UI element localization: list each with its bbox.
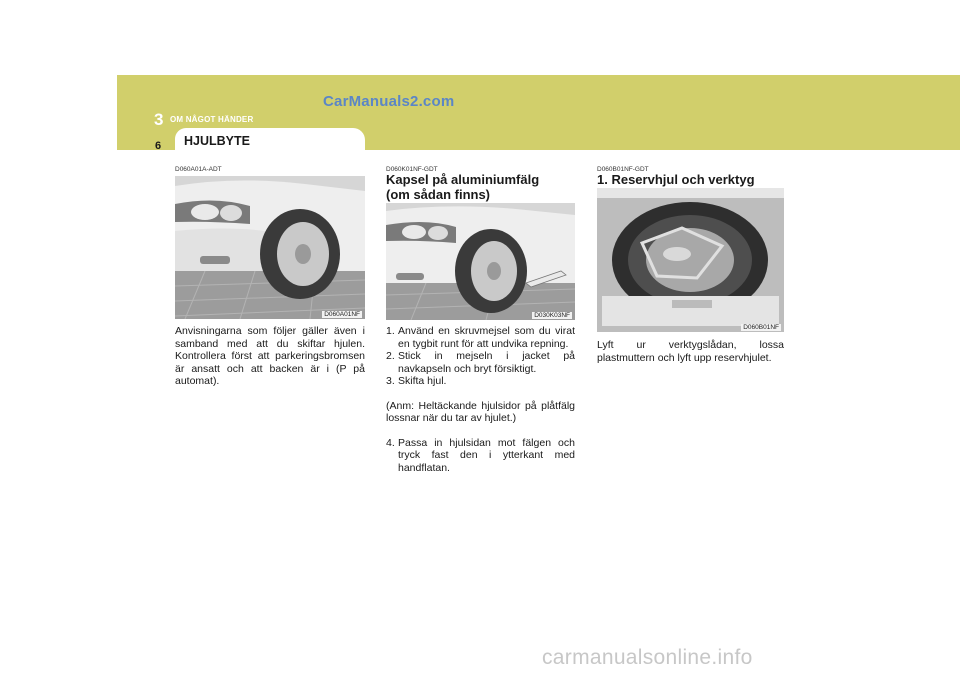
hubcap-removal-photo xyxy=(386,203,575,320)
chapter-number: 3 xyxy=(154,110,164,129)
car-wheel-illustration xyxy=(175,176,365,319)
photo-code: D030K03NF xyxy=(534,312,570,319)
hubcap-steps xyxy=(386,325,575,474)
step-number: 4. xyxy=(386,436,395,449)
step-number: 2. xyxy=(386,350,395,362)
list-item xyxy=(386,375,575,388)
hubcap-heading-line1: Kapsel på aluminiumfälg xyxy=(386,172,540,187)
section-title: HJULBYTE xyxy=(184,134,250,148)
list-item xyxy=(386,437,575,475)
photo-code: D060A01NF xyxy=(324,311,360,318)
step-text: Passa in hjulsidan mot fälgen och tryck fast den i ytterkant med handflatan. xyxy=(398,436,575,474)
photo-code: D060B01NF xyxy=(743,324,779,331)
step-text: Skifta hjul. xyxy=(398,375,447,387)
spare-wheel-photo xyxy=(597,188,784,332)
step-text: Stick in mejseln i jacket på navkapseln och bryt försiktigt. xyxy=(398,350,575,375)
hubcap-heading-line2: (om sådan finns) xyxy=(386,187,491,202)
car-wheel-photo xyxy=(175,176,365,319)
page-number: 6 xyxy=(155,140,162,152)
hubcap-heading xyxy=(386,172,576,202)
chapter-title: OM NÅGOT HÄNDER xyxy=(170,115,254,124)
hubcap-illustration xyxy=(386,203,575,320)
note-text: (Anm: Heltäckande hjulsidor på plåtfälg lossnar när du tar av hjulet.) xyxy=(386,399,575,424)
step-number: 3. xyxy=(386,375,395,387)
footer-watermark: carmanualsonline.info xyxy=(542,646,753,669)
section-code: D060K01NF-GDT xyxy=(386,166,438,173)
step-text: Använd en skruvmejsel som du virat en tygbit runt för att undvika repning. xyxy=(398,325,575,350)
section-code: D060A01A-ADT xyxy=(175,166,222,173)
spare-wheel-illustration xyxy=(597,188,784,332)
section-code: D060B01NF-GDT xyxy=(597,166,649,173)
intro-paragraph: Anvisningarna som följer gäller även i samband med att du skiftar hjulen. Kontrollera först att parkeringsbromsen är ansatt och att backen är i (P på automat). xyxy=(175,325,365,387)
watermark-link[interactable]: CarManuals2.com xyxy=(323,93,455,110)
list-item xyxy=(386,350,575,375)
step-number: 1. xyxy=(386,325,395,337)
list-item xyxy=(386,325,575,350)
spare-wheel-paragraph: Lyft ur verktygslådan, lossa plastmuttern och lyft upp reservhjulet. xyxy=(597,339,784,364)
spare-wheel-heading: 1. Reservhjul och verktyg xyxy=(597,172,755,187)
